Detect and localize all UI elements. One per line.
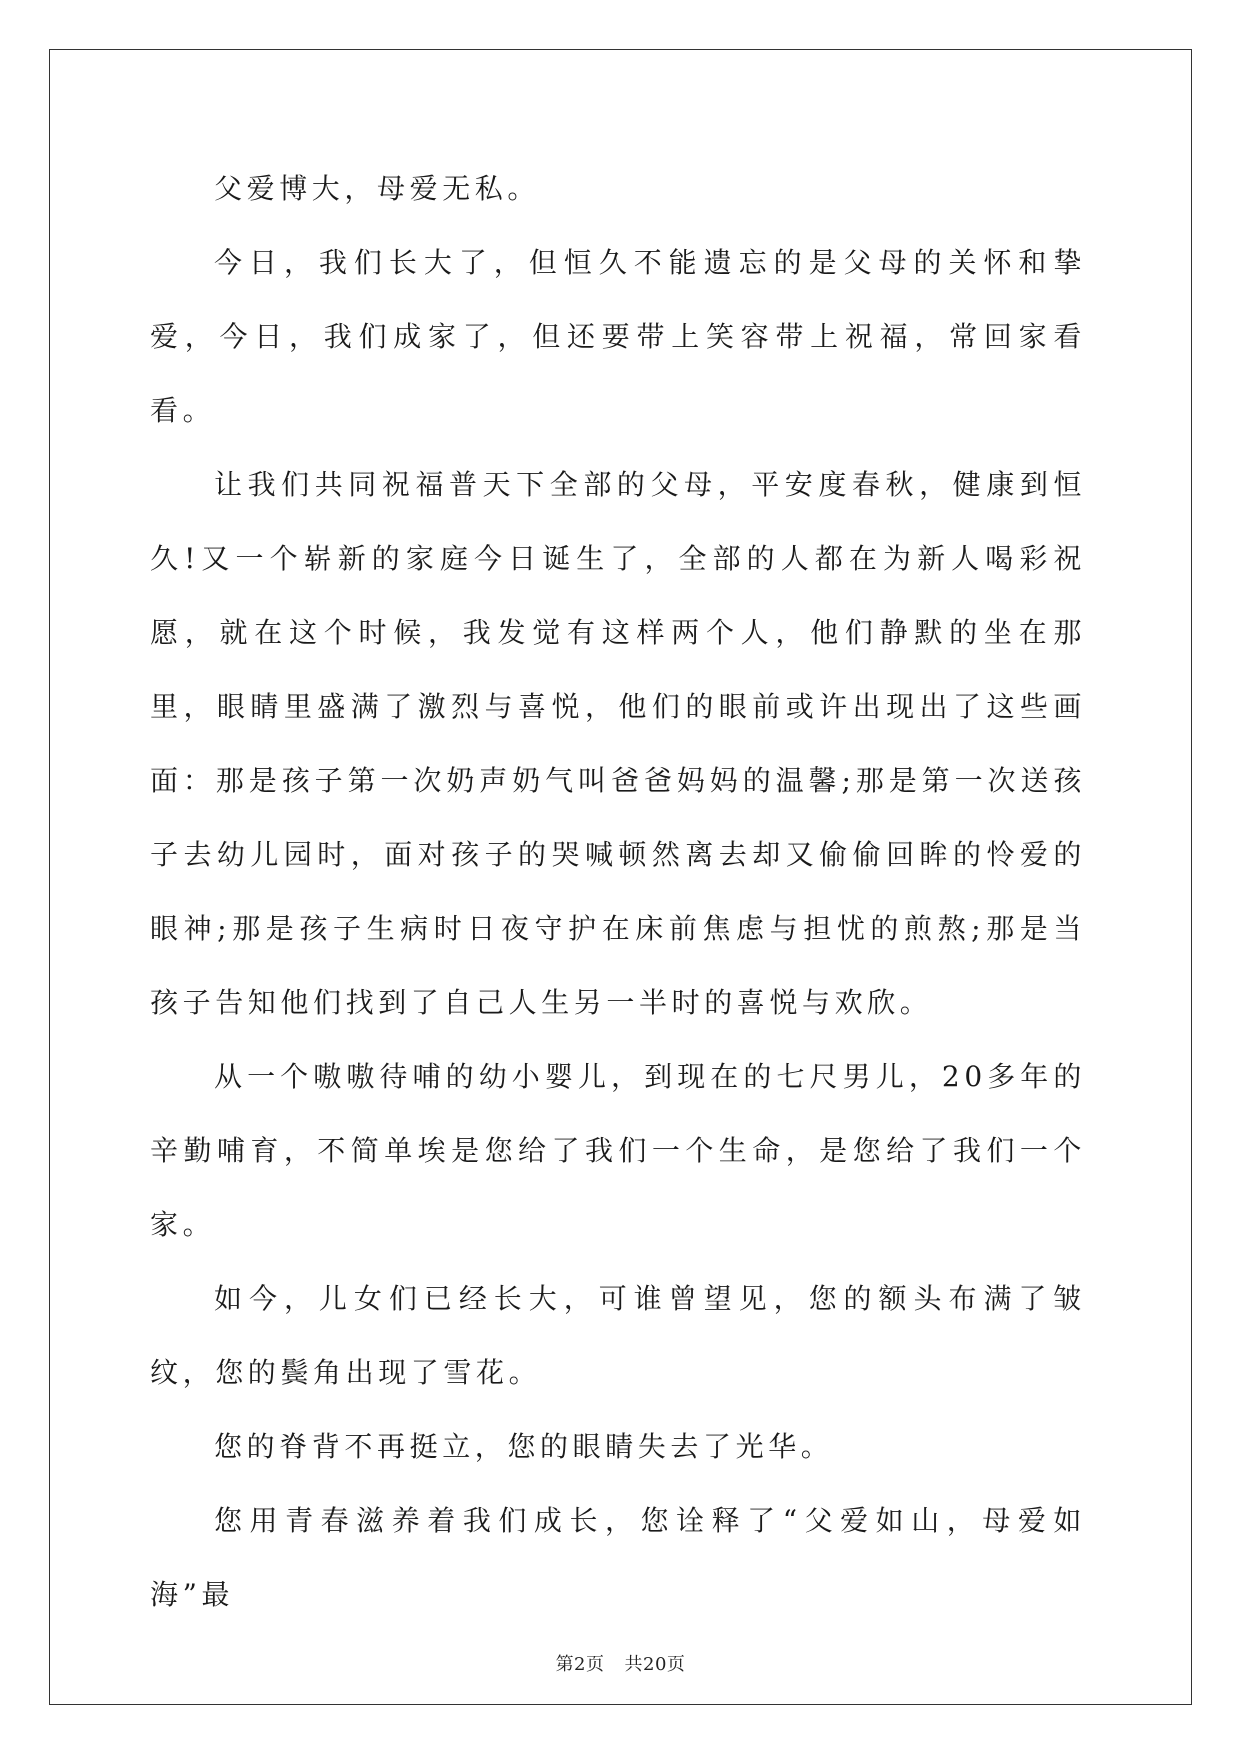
page-total: 共20页 [624, 1654, 686, 1675]
paragraph-4: 从一个嗷嗷待哺的幼小婴儿，到现在的七尺男儿，20多年的辛勤哺育，不简单埃是您给了我们一个生命，是您给了我们一个家。 [150, 1060, 1086, 1241]
paragraph-5: 如今，儿女们已经长大，可谁曾望见，您的额头布满了皱纹，您的鬓角出现了雪花。 [150, 1282, 1086, 1389]
paragraph-2: 今日，我们长大了，但恒久不能遗忘的是父母的关怀和挚爱，今日，我们成家了，但还要带上笑容带上祝福，常回家看看。 [150, 246, 1086, 427]
page-number: 第2页 [555, 1654, 605, 1675]
page-footer [0, 1650, 1241, 1676]
paragraph-6: 您的脊背不再挺立，您的眼睛失去了光华。 [214, 1430, 834, 1463]
document-body [150, 152, 1086, 1632]
paragraph-3: 让我们共同祝福普天下全部的父母，平安度春秋，健康到恒久!又一个崭新的家庭今日诞生了，全部的人都在为新人喝彩祝愿，就在这个时候，我发觉有这样两个人，他们静默的坐在那里，眼睛里盛满了激烈与喜悦，他们的眼前或许出现出了这些画面：那是孩子第一次奶声奶气叫爸爸妈妈的温馨;那是第一次送孩子去幼儿园时，面对孩子的哭喊顿然离去却又偷偷回眸的怜爱的眼神;那是孩子生病时日夜守护在床前焦虑与担忧的煎熬;那是当孩子告知他们找到了自己人生另一半时的喜悦与欢欣。 [150, 468, 1086, 1019]
paragraph-7: 您用青春滋养着我们成长，您诠释了“父爱如山，母爱如海”最 [150, 1504, 1086, 1611]
paragraph-1: 父爱博大，母爱无私。 [214, 172, 541, 205]
